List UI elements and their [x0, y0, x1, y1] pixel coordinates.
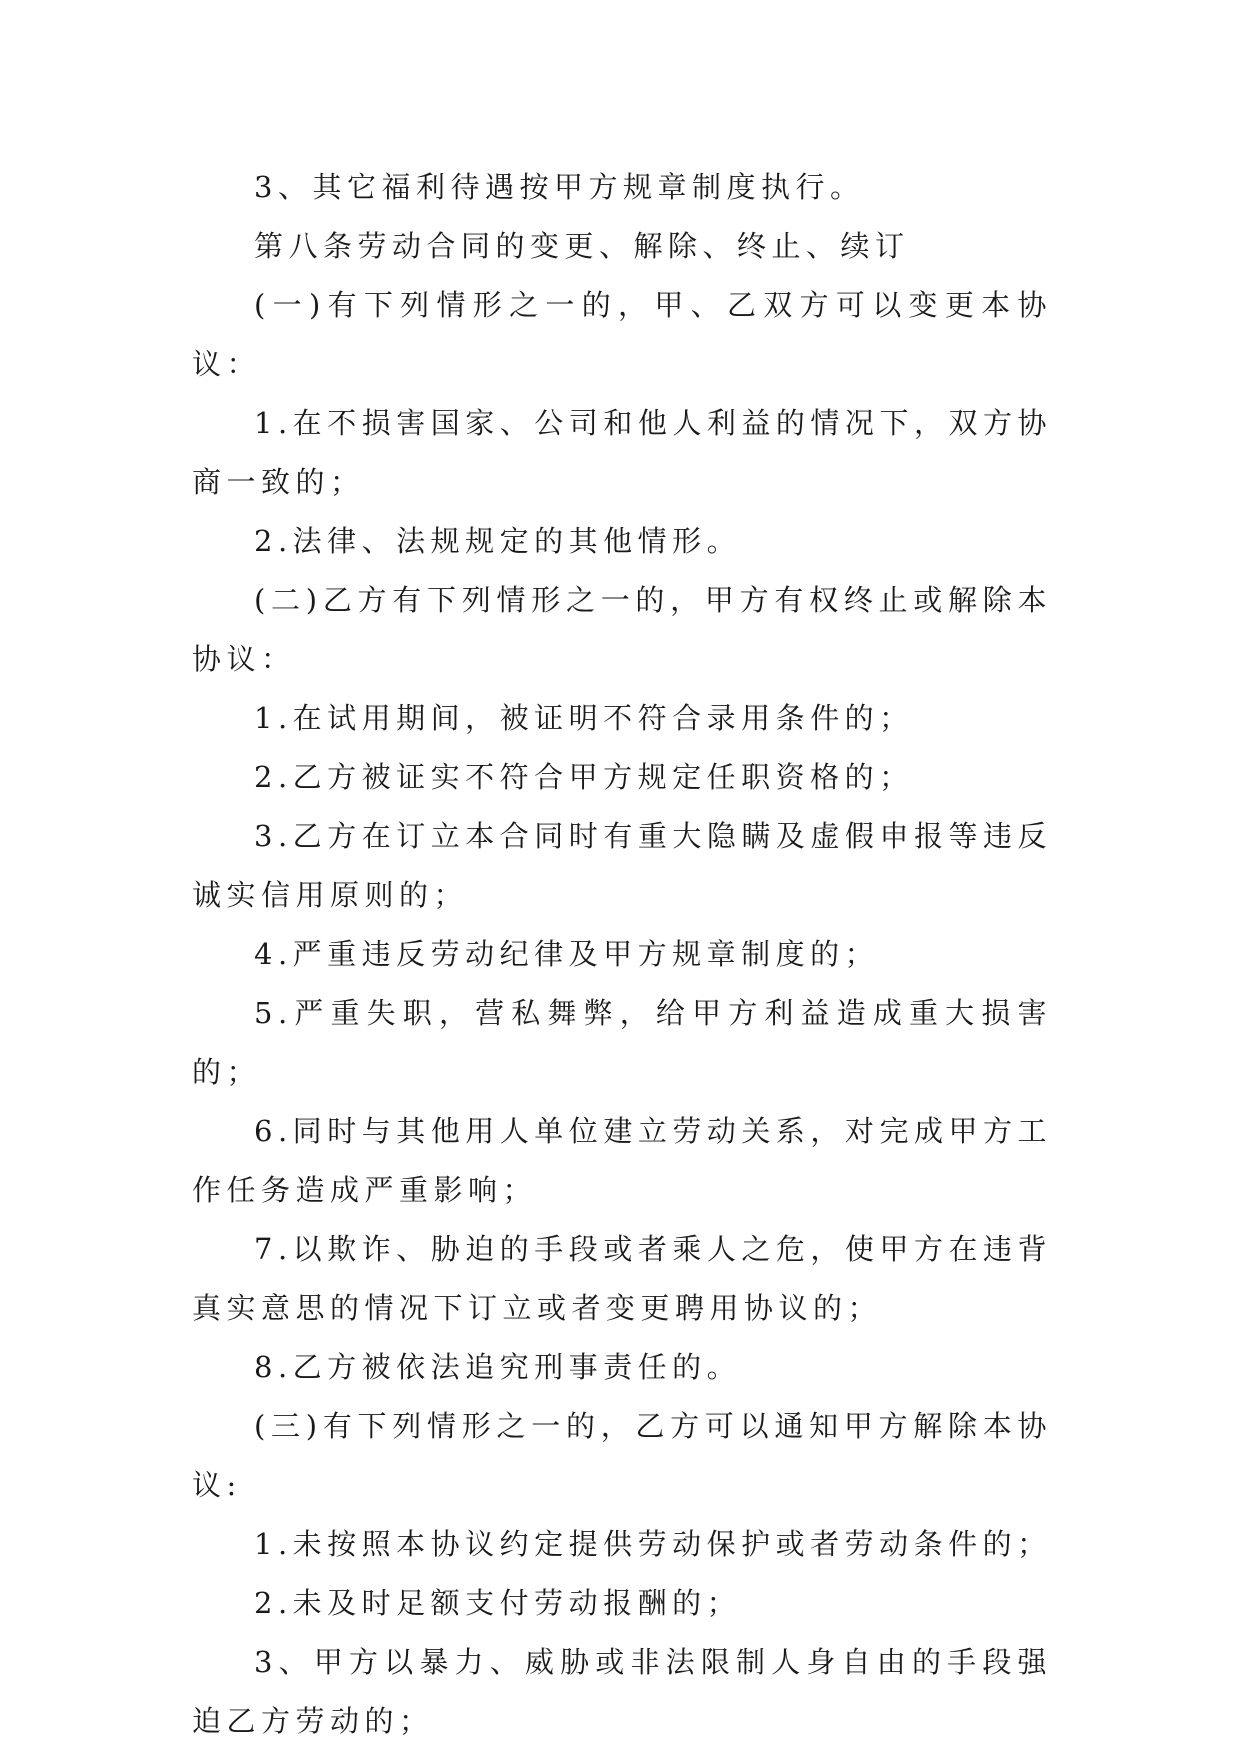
- list-item: 2.乙方被证实不符合甲方规定任职资格的；: [254, 760, 914, 794]
- list-item: 2.法律、法规规定的其他情形。: [254, 524, 742, 558]
- list-item: 1.在试用期间，被证明不符合录用条件的；: [254, 701, 914, 735]
- list-item: 8.乙方被依法追究刑事责任的。: [254, 1350, 742, 1384]
- list-item: 7.以欺诈、胁迫的手段或者乘人之危，使甲方在违背真实意思的情况下订立或者变更聘用协议的；: [192, 1232, 1052, 1325]
- article-heading: 第八条劳动合同的变更、解除、终止、续订: [254, 229, 910, 263]
- list-item: 3.乙方在订立本合同时有重大隐瞒及虚假申报等违反诚实信用原则的；: [192, 819, 1052, 912]
- document-body: [192, 158, 1052, 1751]
- section-heading-employee-termination: (三)有下列情形之一的，乙方可以通知甲方解除本协议:: [192, 1409, 1052, 1502]
- section-heading-change: (一)有下列情形之一的，甲、乙双方可以变更本协议：: [192, 288, 1052, 381]
- list-item: 4.严重违反劳动纪律及甲方规章制度的；: [254, 937, 880, 971]
- list-item: 3、甲方以暴力、威胁或非法限制人身自由的手段强迫乙方劳动的；: [192, 1645, 1052, 1738]
- paragraph-welfare: 3、其它福利待遇按甲方规章制度执行。: [254, 170, 865, 204]
- list-item: 6.同时与其他用人单位建立劳动关系，对完成甲方工作任务造成严重影响；: [192, 1114, 1052, 1207]
- list-item: 2.未及时足额支付劳动报酬的；: [254, 1586, 742, 1620]
- list-item: 1.未按照本协议约定提供劳动保护或者劳动条件的；: [254, 1527, 1052, 1561]
- list-item: 1.在不损害国家、公司和他人利益的情况下，双方协商一致的；: [192, 406, 1052, 499]
- section-heading-employer-termination: (二)乙方有下列情形之一的，甲方有权终止或解除本协议：: [192, 583, 1052, 676]
- list-item: 5.严重失职，营私舞弊，给甲方利益造成重大损害的；: [192, 996, 1052, 1089]
